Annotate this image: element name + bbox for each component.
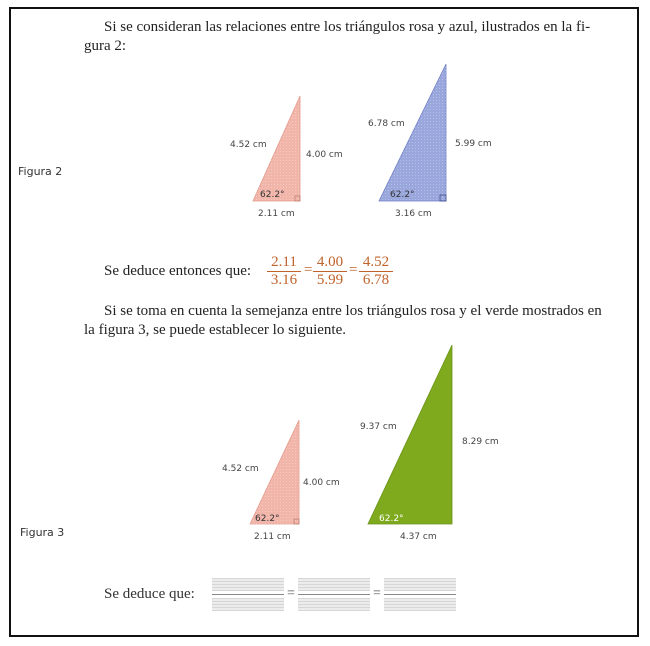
pink-angle-label-fig2: 62.2°	[260, 190, 285, 200]
pink-vert-label-fig3: 4.00 cm	[303, 478, 340, 488]
pink-base-label-fig2: 2.11 cm	[258, 209, 295, 219]
fraction-2-num: 4.00	[313, 254, 347, 272]
paragraph-2-line-1: Si se toma en cuenta la semejanza entre los triángulos rosa y el verde mostrados en	[104, 303, 602, 319]
green-angle-label-fig3: 62.2°	[379, 514, 404, 524]
equals-1: =	[304, 262, 313, 278]
pink-hyp-label-fig2: 4.52 cm	[230, 140, 267, 150]
paragraph-2	[84, 302, 636, 340]
blue-vert-label-fig2: 5.99 cm	[455, 139, 492, 149]
blank-denominator-1[interactable]	[212, 598, 284, 611]
blank-denominator-3[interactable]	[384, 598, 456, 611]
fraction-3-den: 6.78	[362, 272, 390, 288]
fraction-1	[267, 254, 301, 289]
blue-base-label-fig2: 3.16 cm	[395, 209, 432, 219]
fraction-2-den: 5.99	[316, 272, 344, 288]
blank-fraction-2[interactable]	[298, 576, 370, 612]
paragraph-1-line-1: Si se consideran las relaciones entre los triángulos rosa y azul, ilustrados en la fi-	[104, 19, 591, 35]
blank-numerator-1[interactable]	[212, 578, 284, 591]
deduction-2-prefix: Se deduce que:	[104, 586, 195, 602]
green-vert-label-fig3: 8.29 cm	[462, 437, 499, 447]
fraction-bar-1	[212, 594, 284, 595]
pink-base-label-fig3: 2.11 cm	[254, 532, 291, 542]
blue-angle-label-fig2: 62.2°	[390, 190, 415, 200]
figure-3-label: Figura 3	[20, 526, 65, 539]
blank-fraction-3[interactable]	[384, 576, 456, 612]
blank-equals-1: =	[287, 586, 295, 601]
fraction-bar-3	[384, 594, 456, 595]
green-triangle-fig3	[368, 345, 452, 524]
figure-2-label: Figura 2	[18, 165, 63, 178]
paragraph-1-line-2: gura 2:	[84, 38, 127, 54]
fraction-1-den: 3.16	[270, 272, 298, 288]
blue-hyp-label-fig2: 6.78 cm	[368, 119, 405, 129]
blank-fraction-1[interactable]	[212, 576, 284, 612]
blank-denominator-2[interactable]	[298, 598, 370, 611]
equals-2: =	[349, 262, 358, 278]
fraction-bar-2	[298, 594, 370, 595]
fraction-1-num: 2.11	[267, 254, 301, 272]
fraction-3-num: 4.52	[359, 254, 393, 272]
pink-vert-label-fig2: 4.00 cm	[306, 150, 343, 160]
fraction-3	[359, 254, 393, 289]
green-base-label-fig3: 4.37 cm	[400, 532, 437, 542]
blank-equals-2: =	[373, 586, 381, 601]
blank-numerator-3[interactable]	[384, 578, 456, 591]
blank-numerator-2[interactable]	[298, 578, 370, 591]
pink-angle-label-fig3: 62.2°	[255, 514, 280, 524]
green-hyp-label-fig3: 9.37 cm	[360, 422, 397, 432]
paragraph-2-line-2: la figura 3, se puede establecer lo siguiente.	[84, 322, 346, 338]
deduction-1-prefix: Se deduce entonces que:	[104, 263, 252, 279]
pink-hyp-label-fig3: 4.52 cm	[222, 464, 259, 474]
fraction-2	[313, 254, 347, 289]
